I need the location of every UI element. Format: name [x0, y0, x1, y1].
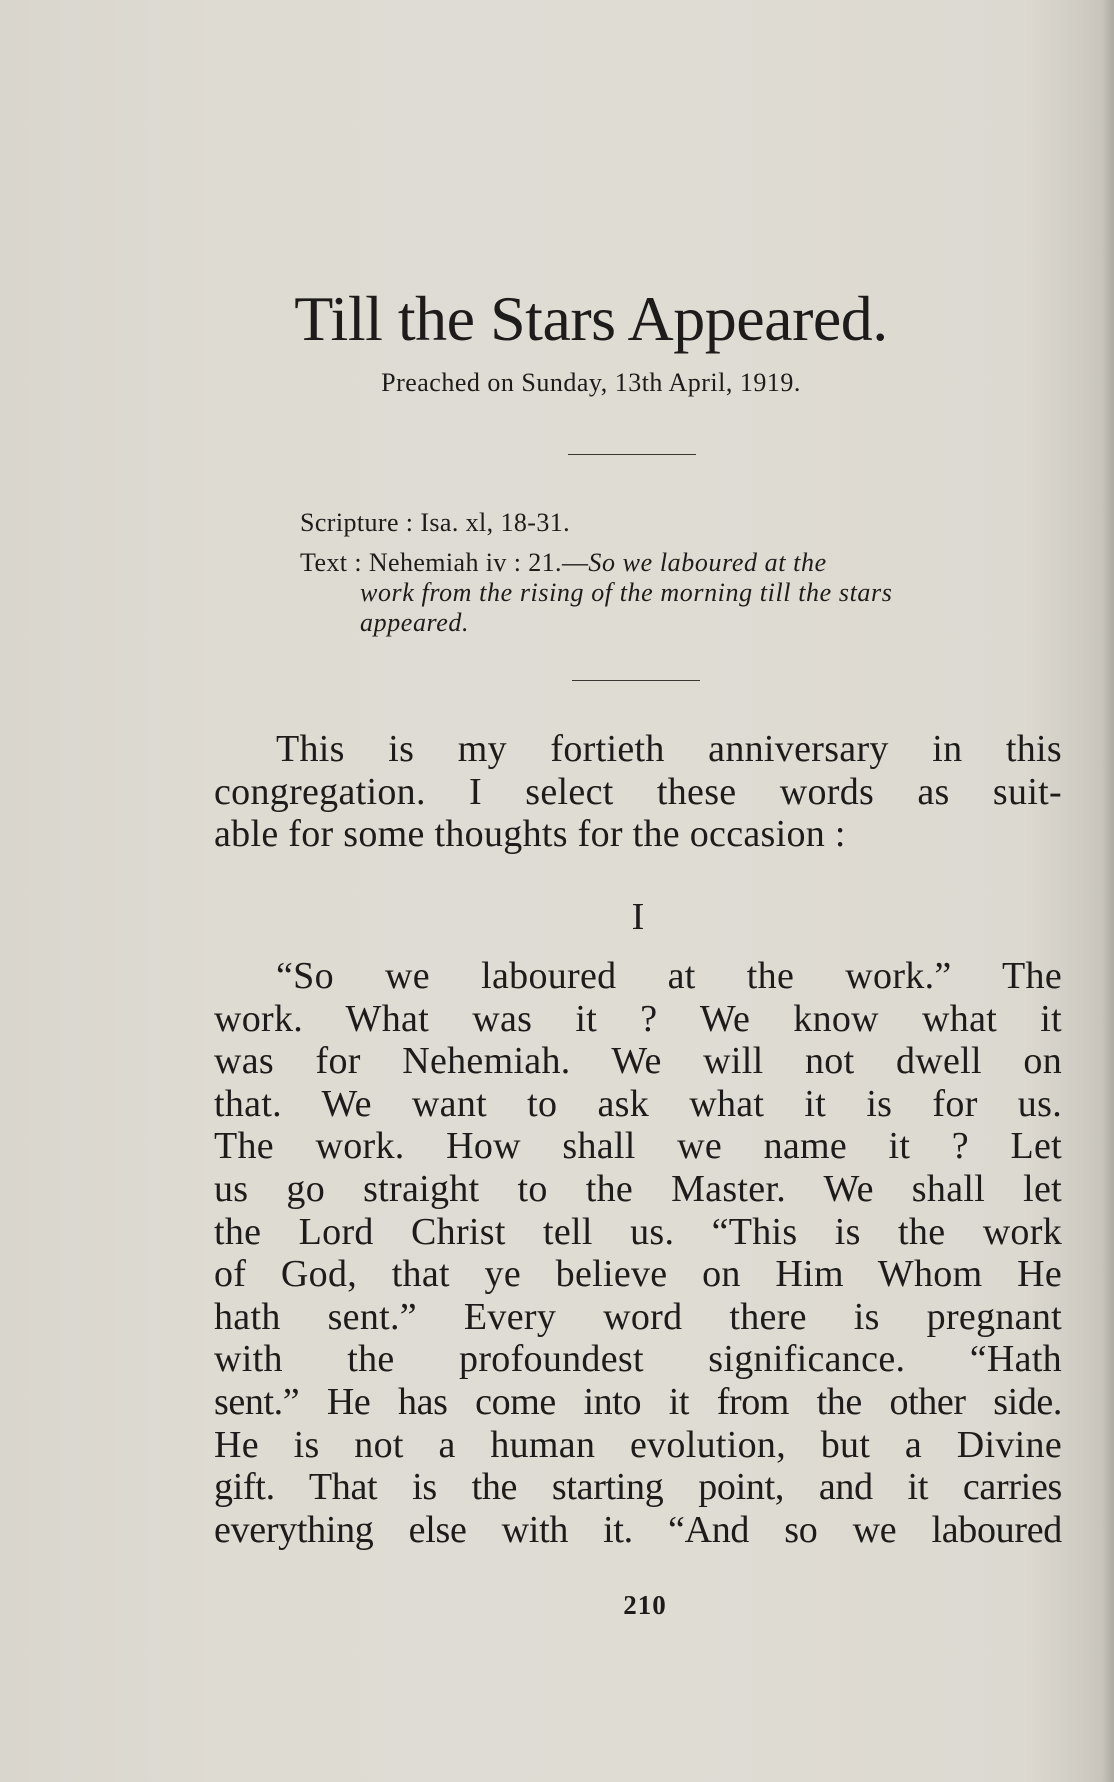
section-line: with the profoundest significance. “Hath	[214, 1338, 1062, 1381]
section-line: sent.” He has come into it from the other side.	[214, 1380, 1062, 1423]
section-line: the Lord Christ tell us. “This is the work	[214, 1210, 1062, 1253]
section-line: The work. How shall we name it ? Let	[214, 1125, 1062, 1168]
intro-paragraph	[214, 728, 1062, 856]
section-line: us go straight to the Master. We shall let	[214, 1167, 1062, 1210]
section-line: hath sent.” Every word there is pregnant	[214, 1295, 1062, 1338]
text-reference	[300, 548, 980, 638]
scripture-reference: Scripture : Isa. xl, 18-31.	[300, 508, 571, 537]
text-quote-part-3: appeared.	[360, 608, 470, 637]
preached-date: Preached on Sunday, 13th April, 1919.	[381, 368, 801, 397]
intro-line: able for some thoughts for the occasion :	[214, 813, 846, 856]
intro-line: congregation. I select these words as suit-	[214, 770, 1062, 813]
section-line: “So we laboured at the work.” The	[276, 955, 1062, 997]
page-number: 210	[623, 1590, 667, 1620]
text-quote-part-2: work from the rising of the morning till the stars	[360, 578, 893, 607]
ornamental-rule-bottom	[572, 680, 700, 681]
section-line: work. What was it ? We know what it	[214, 997, 1062, 1040]
text-quote-part-1: So we laboured at the	[588, 548, 827, 577]
section-line: He is not a human evolution, but a Divine	[214, 1423, 1062, 1466]
intro-line: This is my fortieth anniversary in this	[276, 728, 1062, 770]
section-line: everything else with it. “And so we laboured	[214, 1508, 1062, 1551]
section-line: was for Nehemiah. We will not dwell on	[214, 1040, 1062, 1083]
page-edge-shadow	[1102, 0, 1114, 1782]
text-label: Text : Nehemiah iv : 21.—	[300, 548, 589, 577]
ornamental-rule-top	[568, 454, 696, 455]
section-line: gift. That is the starting point, and it carries	[214, 1466, 1062, 1509]
section-line: of God, that ye believe on Him Whom He	[214, 1253, 1062, 1296]
section-paragraph	[214, 955, 1062, 1551]
section-number: I	[631, 896, 645, 938]
chapter-title: Till the Stars Appeared.	[294, 283, 888, 354]
section-line: that. We want to ask what it is for us.	[214, 1082, 1062, 1125]
